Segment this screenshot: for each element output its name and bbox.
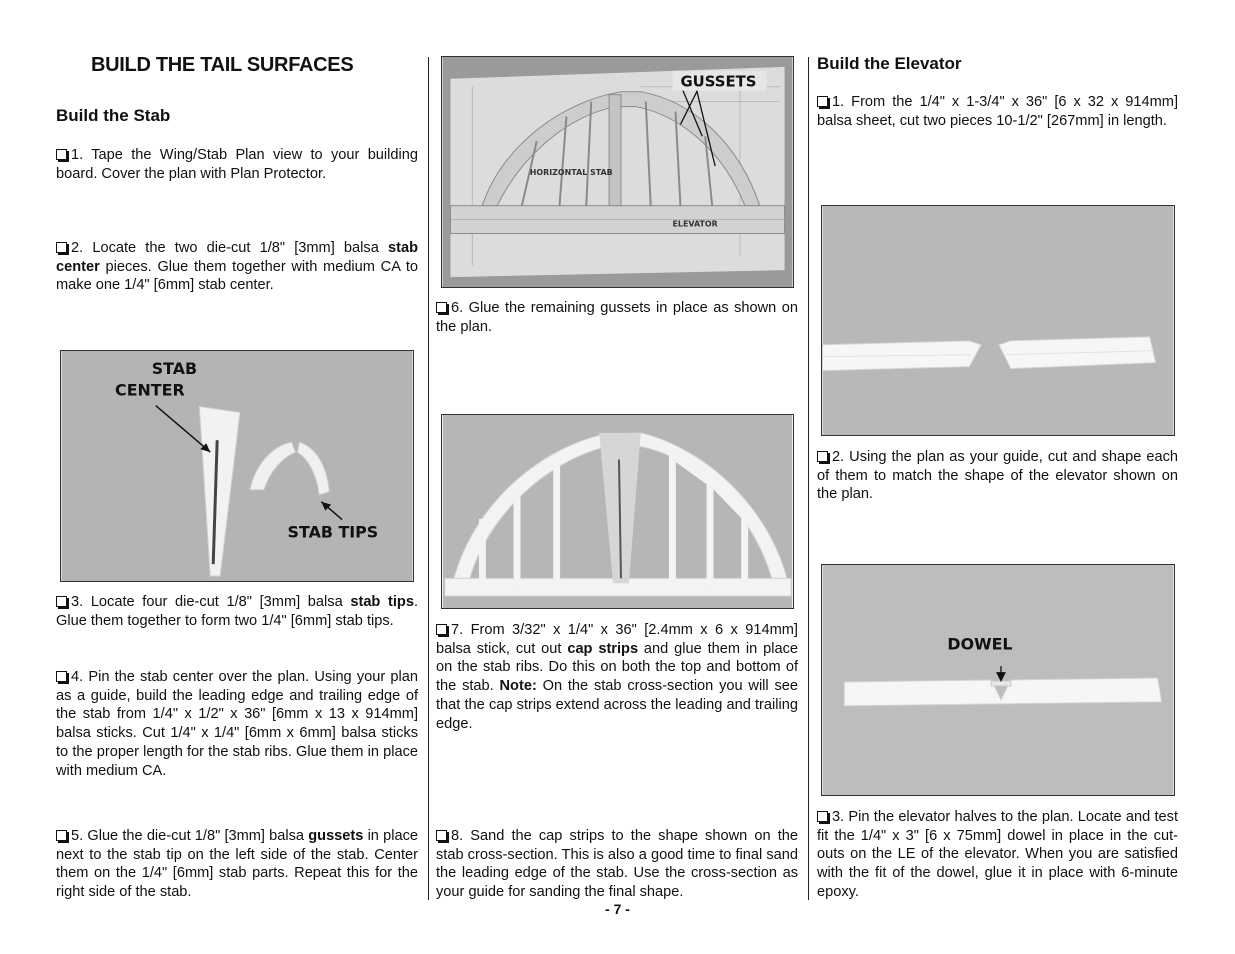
stab-step-5-text-c: in place next to the stab tip on the left side of the stab. Center them on the 1/4" [6mm] stab parts. Repeat this for the right side of the stab. (56, 828, 418, 901)
stab-step-4 (56, 668, 418, 780)
photo-stab-on-plan (441, 56, 794, 288)
middle-step-7-text-c: and glue them in place on the stab ribs. Do this on both the top and bottom of the stab. (436, 640, 798, 695)
stab-step-3 (56, 593, 418, 630)
subheading-build-the-elevator: Build the Elevator (817, 54, 962, 73)
middle-step-7-bold-a: cap strips (567, 640, 639, 657)
photo-stab-on-plan-image (442, 57, 793, 287)
photo-elevator-halves (821, 205, 1175, 436)
section-heading: BUILD THE TAIL SURFACES (91, 54, 354, 76)
stab-step-5-bold: gussets (308, 828, 364, 844)
plan-label-horizontal-stab: HORIZONTAL STAB (529, 167, 613, 177)
stab-step-2 (56, 239, 418, 295)
checkbox-icon[interactable] (56, 242, 67, 253)
stab-step-5-text-a: 5. Glue the die-cut 1/8" [3mm] balsa (71, 828, 309, 844)
stab-step-1-text: 1. Tape the Wing/Stab Plan view to your building board. Cover the plan with Plan Protector. (56, 147, 418, 182)
checkbox-icon[interactable] (436, 830, 447, 841)
photo-stab-cap-strips-image (442, 415, 793, 608)
column-divider-right (808, 57, 809, 900)
photo-stab-center-tips (60, 350, 414, 582)
stab-step-3-text-c: . Glue them together to form two 1/4" [6mm] stab tips. (56, 594, 419, 629)
photo-stab-center-tips-image (61, 351, 413, 581)
elevator-step-3-text: 3. Pin the elevator halves to the plan. Locate and test fit the 1/4" x 3" [6 x 75mm] dowel in place in the cut-outs on the LE of the elevator. When you are satisfied with the fit of the dowel, glue it in place with 6-minute epoxy. (817, 809, 1178, 900)
checkbox-icon[interactable] (56, 671, 67, 682)
checkbox-icon[interactable] (56, 830, 67, 841)
stab-step-3-text-a: 3. Locate four die-cut 1/8" [3mm] balsa (71, 594, 351, 610)
photo-stab-cap-strips (441, 414, 794, 609)
middle-step-7-text-e: On the stab cross-section you will see that the cap strips extend across the leading and trailing edge. (436, 678, 798, 732)
checkbox-icon[interactable] (817, 451, 828, 462)
stab-step-1 (56, 146, 418, 183)
elevator-step-1 (817, 93, 1178, 130)
stab-step-2-text-c: pieces. Glue them together with medium CA to make one 1/4" [6mm] stab center. (56, 258, 418, 294)
middle-step-8-text: 8. Sand the cap strips to the shape shown on the stab cross-section. This is also a good time to final sand the leading edge of the stab. Use the cross-section as your guide for sanding the final shape. (436, 828, 798, 901)
checkbox-icon[interactable] (436, 624, 447, 635)
middle-step-6 (436, 299, 798, 336)
photo-elevator-halves-image (822, 206, 1174, 435)
elevator-step-1-text: 1. From the 1/4" x 1-3/4" x 36" [6 x 32 x 914mm] balsa sheet, cut two pieces 10-1/2" [267mm] in length. (817, 94, 1178, 129)
photo-elevator-dowel-image (822, 565, 1174, 795)
plan-label-elevator: ELEVATOR (672, 219, 718, 229)
elevator-step-3 (817, 808, 1178, 902)
checkbox-icon[interactable] (56, 149, 67, 160)
label-dowel: DOWEL (947, 634, 1013, 654)
checkbox-icon[interactable] (436, 302, 447, 313)
elevator-step-2 (817, 448, 1178, 504)
checkbox-icon[interactable] (56, 596, 67, 607)
middle-step-7-note: Note: (499, 678, 537, 695)
photo-elevator-dowel (821, 564, 1175, 796)
subheading-build-the-stab: Build the Stab (56, 106, 171, 125)
stab-step-2-bold: stab center (56, 240, 418, 275)
label-gussets: GUSSETS (680, 72, 757, 91)
checkbox-icon[interactable] (817, 96, 828, 107)
page-number: - 7 - (605, 901, 630, 917)
elevator-step-2-text: 2. Using the plan as your guide, cut and shape each of them to match the shape of the elevator shown on the plan. (817, 449, 1178, 503)
middle-step-6-text: 6. Glue the remaining gussets in place as shown on the plan. (436, 300, 798, 335)
checkbox-icon[interactable] (817, 811, 828, 822)
label-stab: STAB (151, 358, 198, 378)
stab-step-4-text: 4. Pin the stab center over the plan. Using your plan as a guide, build the leading edge and trailing edge of the stab from 1/4" x 1/2" x 36" [6mm x 13 x 914mm] balsa sticks. Cut 1/4" x 1/4" [6mm x 6mm] balsa sticks to the proper length for the stab ribs. Glue them in place with medium CA. (56, 669, 418, 779)
column-divider-left (428, 57, 429, 900)
label-stab-tips: STAB TIPS (287, 522, 379, 542)
stab-step-2-text-a: 2. Locate the two die-cut 1/8" [3mm] balsa (71, 240, 388, 256)
middle-step-7-text-a: 7. From 3/32" x 1/4" x 36" [2.4mm x 6 x 914mm] balsa stick, cut out (436, 622, 798, 657)
label-center: CENTER (115, 380, 185, 400)
stab-step-3-bold: stab tips (350, 594, 414, 610)
middle-step-7 (436, 621, 798, 733)
middle-step-8 (436, 827, 798, 902)
stab-step-5 (56, 827, 418, 902)
